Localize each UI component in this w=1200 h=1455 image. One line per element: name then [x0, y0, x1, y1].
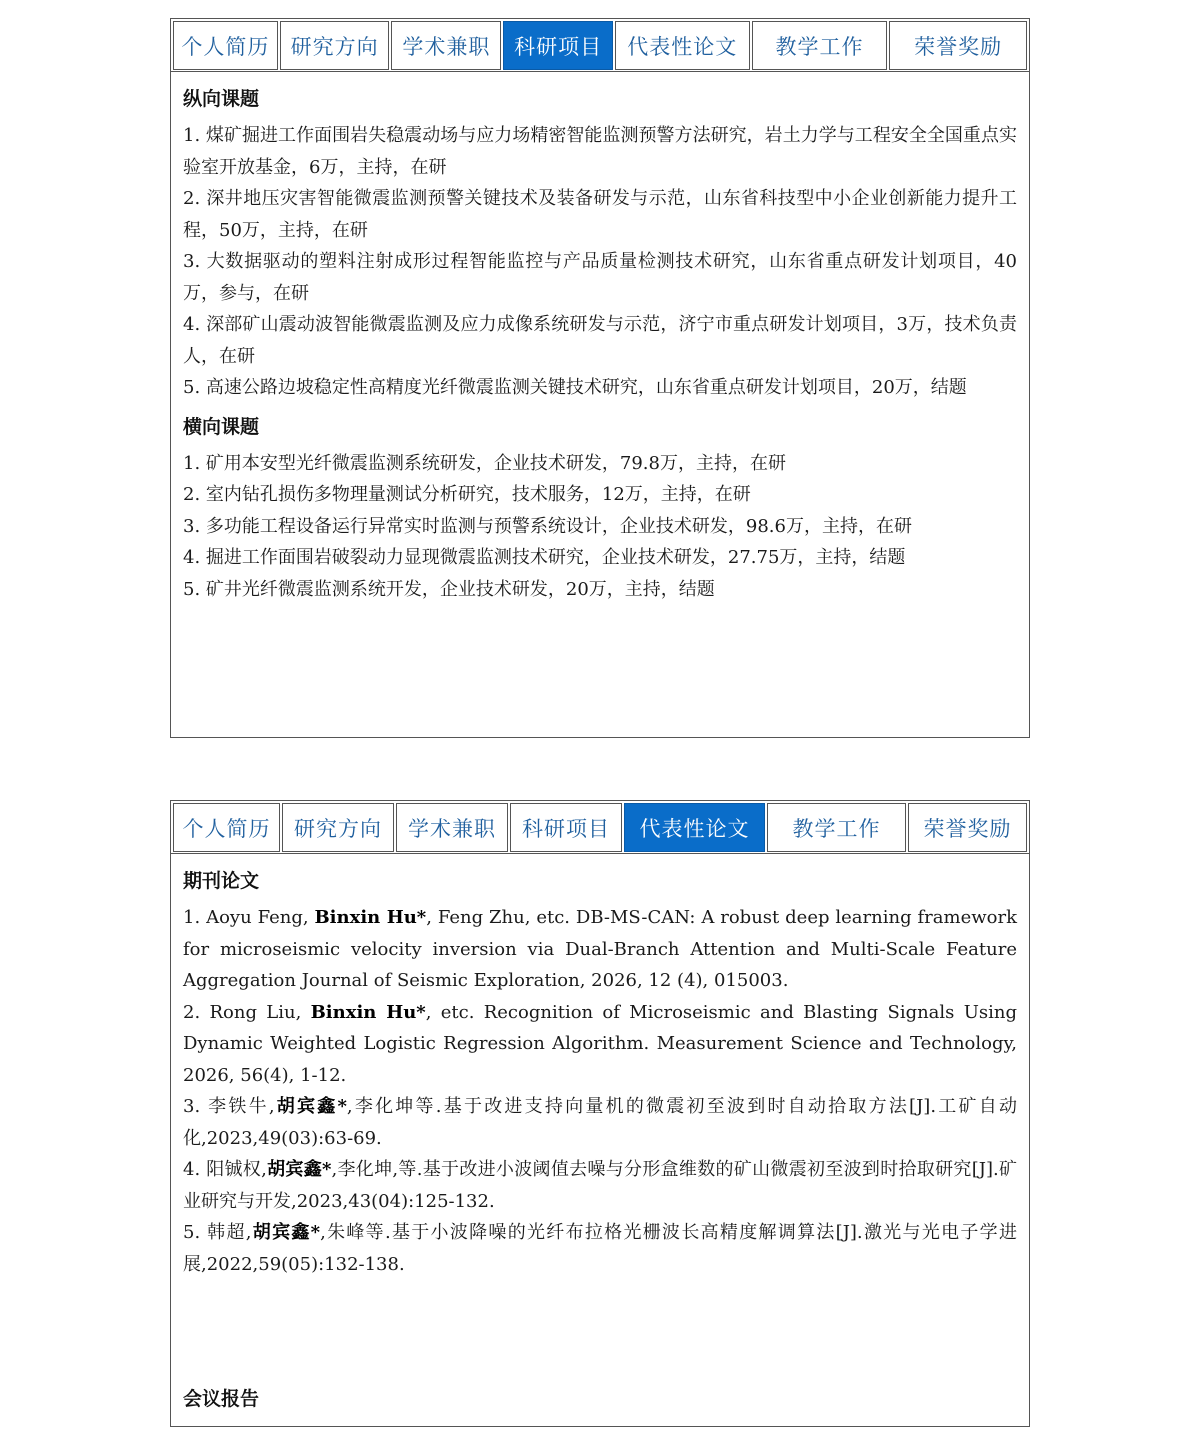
tab-resume[interactable]: 个人简历 — [173, 21, 278, 70]
paper-authors-pre: 3. 李铁牛, — [183, 1096, 275, 1117]
paper-authors-pre: 1. Aoyu Feng, — [183, 907, 315, 928]
list-item: 4. 深部矿山震动波智能微震监测及应力成像系统研发与示范，济宁市重点研发计划项目，3万，技术负责人，在研 — [183, 314, 1017, 367]
list-item — [183, 902, 1017, 997]
panel-content — [171, 854, 1029, 1414]
section-title-horizontal: 横向课题 — [183, 415, 260, 438]
tab-bar — [171, 801, 1029, 854]
horizontal-project-list — [183, 448, 1017, 606]
list-item — [183, 1217, 1017, 1280]
list-item: 5. 高速公路边坡稳定性高精度光纤微震监测关键技术研究，山东省重点研发计划项目，20万，结题 — [183, 377, 967, 398]
corresponding-author: Binxin Hu* — [314, 907, 427, 928]
list-item — [183, 1154, 1017, 1217]
tab-representative-papers[interactable]: 代表性论文 — [615, 21, 750, 70]
representative-papers-panel — [170, 800, 1030, 1427]
spacer — [183, 1288, 1017, 1384]
panel-content — [171, 72, 1029, 605]
tab-research-direction[interactable]: 研究方向 — [282, 803, 394, 852]
vertical-project-list — [183, 120, 1017, 404]
paper-authors-pre: 5. 韩超, — [183, 1222, 252, 1243]
list-item: 5. 矿井光纤微震监测系统开发，企业技术研发，20万，主持，结题 — [183, 578, 715, 600]
paper-details: ,李化坤,等.基于改进小波阈值去噪与分形盒维数的矿山微震初至波到时拾取研究[J].矿业研究与开发,2023,43(04):125-132. — [183, 1159, 1017, 1212]
list-item: 3. 多功能工程设备运行异常实时监测与预警系统设计，企业技术研发，98.6万，主持，在研 — [183, 515, 912, 537]
research-projects-panel — [170, 18, 1030, 738]
paper-details: , Feng Zhu, etc. DB-MS-CAN: A robust deep learning framework for microseismic velocity inversion via Dual-Branch Attention and Multi-Scale Feature Aggregation Journal of Seismic Exploration, 2026, 12 (4), 015003. — [183, 907, 1017, 991]
corresponding-author: 胡宾鑫* — [251, 1222, 321, 1243]
list-item: 2. 深井地压灾害智能微震监测预警关键技术及装备研发与示范，山东省科技型中小企业创新能力提升工程，50万，主持，在研 — [183, 188, 1017, 241]
section-title-vertical: 纵向课题 — [183, 88, 260, 110]
corresponding-author: 胡宾鑫* — [266, 1159, 332, 1180]
tab-research-projects[interactable]: 科研项目 — [510, 803, 622, 852]
list-item: 1. 煤矿掘进工作面围岩失稳震动场与应力场精密智能监测预警方法研究，岩土力学与工程安全全国重点实验室开放基金，6万，主持，在研 — [183, 125, 1017, 178]
tab-resume[interactable]: 个人简历 — [173, 803, 280, 852]
tab-research-projects[interactable]: 科研项目 — [503, 21, 613, 70]
paper-authors-pre: 2. Rong Liu, — [183, 1001, 311, 1023]
list-item — [183, 997, 1017, 1092]
tab-research-direction[interactable]: 研究方向 — [280, 21, 390, 70]
tab-honors[interactable]: 荣誉奖励 — [889, 21, 1027, 70]
list-item: 4. 掘进工作面围岩破裂动力显现微震监测技术研究，企业技术研发，27.75万，主持，结题 — [183, 547, 906, 568]
paper-details: , etc. Recognition of Microseismic and Blasting Signals Using Dynamic Weighted Logistic Regression Algorithm. Measurement Science and Technology, 2026, 56(4), 1-12. — [183, 1001, 1017, 1086]
tab-academic-positions[interactable]: 学术兼职 — [391, 21, 501, 70]
tab-bar — [171, 19, 1029, 72]
list-item: 2. 室内钻孔损伤多物理量测试分析研究，技术服务，12万，主持，在研 — [183, 484, 751, 505]
corresponding-author: Binxin Hu* — [310, 1001, 426, 1023]
tab-teaching[interactable]: 教学工作 — [767, 803, 906, 852]
section-title-conference: 会议报告 — [183, 1388, 260, 1410]
tab-representative-papers[interactable]: 代表性论文 — [624, 803, 765, 852]
list-item — [183, 1091, 1017, 1154]
tab-honors[interactable]: 荣誉奖励 — [908, 803, 1027, 852]
tab-academic-positions[interactable]: 学术兼职 — [396, 803, 508, 852]
paper-authors-pre: 4. 阳铖权, — [183, 1159, 267, 1180]
paper-details: ,朱峰等.基于小波降噪的光纤布拉格光栅波长高精度解调算法[J].激光与光电子学进展,2022,59(05):132-138. — [183, 1222, 1017, 1275]
list-item: 3. 大数据驱动的塑料注射成形过程智能监控与产品质量检测技术研究，山东省重点研发计划项目，40万，参与，在研 — [183, 251, 1017, 304]
tab-teaching[interactable]: 教学工作 — [752, 21, 888, 70]
paper-details: ,李化坤等.基于改进支持向量机的微震初至波到时自动拾取方法[J].工矿自动化,2023,49(03):63-69. — [183, 1096, 1017, 1149]
corresponding-author: 胡宾鑫* — [274, 1096, 347, 1117]
section-title-journals: 期刊论文 — [183, 870, 260, 892]
list-item: 1. 矿用本安型光纤微震监测系统研发，企业技术研发，79.8万，主持，在研 — [183, 452, 786, 474]
journal-paper-list — [183, 902, 1017, 1280]
